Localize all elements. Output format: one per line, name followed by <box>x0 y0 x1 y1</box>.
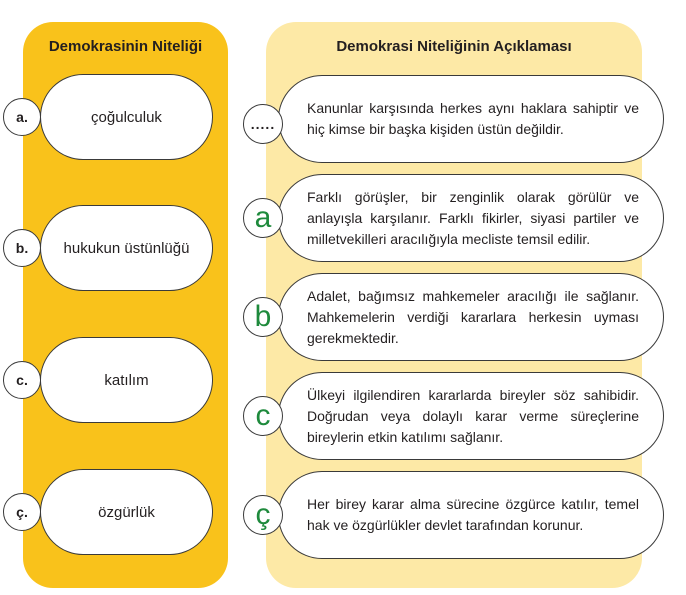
term-label: çoğulculuk <box>91 108 162 126</box>
description-5 <box>278 471 664 559</box>
term-box-c <box>40 337 213 423</box>
description-1 <box>278 75 664 163</box>
term-label: katılım <box>104 371 149 389</box>
term-box-b <box>40 205 213 291</box>
answer-b[interactable]: b <box>243 297 283 337</box>
marker-b: b. <box>3 229 41 267</box>
term-label: hukukun üstünlüğü <box>63 239 190 257</box>
description-4 <box>278 372 664 460</box>
marker-a: a. <box>3 98 41 136</box>
answer-cc[interactable]: ç <box>243 495 283 535</box>
description-text: Adalet, bağımsız mahkemeler aracılığı ile sağlanır. Mahkemelerin verdiği kararlara herkesin uyması gerekmektedir. <box>307 287 639 346</box>
description-2 <box>278 174 664 262</box>
description-text: Ülkeyi ilgilendiren kararlarda bireyler söz sahibidir. Doğrudan veya dolaylı karar verme süreçlerine bireylerin etkin katılımı sağlanır. <box>307 386 639 445</box>
answer-c[interactable]: c <box>243 396 283 436</box>
description-text: Kanunlar karşısında herkes aynı haklara sahiptir ve hiç kimse bir başka kişiden üstün değildir. <box>307 100 639 137</box>
description-text: Farklı görüşler, bir zenginlik olarak görülür ve anlayışla karşılanır. Farklı fikirler, siyasi partiler ve milletvekilleri aracılığıyla mecliste temsil edilir. <box>307 188 639 247</box>
marker-cc: ç. <box>3 493 41 531</box>
term-box-cc <box>40 469 213 555</box>
term-label: özgürlük <box>98 503 155 521</box>
term-box-a <box>40 74 213 160</box>
left-heading: Demokrasinin Niteliği <box>48 38 203 55</box>
description-3 <box>278 273 664 361</box>
right-heading: Demokrasi Niteliğinin Açıklaması <box>336 38 572 55</box>
answer-blank[interactable]: ..... <box>243 104 283 144</box>
marker-c: c. <box>3 361 41 399</box>
description-text: Her birey karar alma sürecine özgürce katılır, temel hak ve özgürlükler devlet tarafından korunur. <box>307 496 639 533</box>
answer-a[interactable]: a <box>243 198 283 238</box>
